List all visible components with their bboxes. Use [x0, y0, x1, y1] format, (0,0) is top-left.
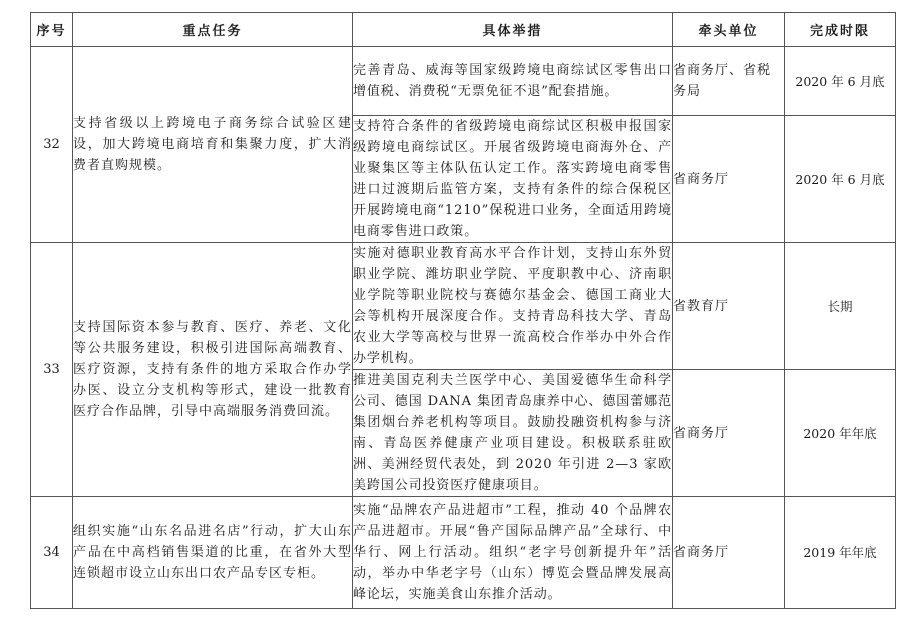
header-task: 重点任务 [73, 13, 353, 47]
row-number: 34 [31, 497, 73, 609]
measure: 推进美国克利夫兰医学中心、美国爱德华生命科学公司、德国 DANA 集团青岛康养中心、德国蕾娜范集团烟台养老机构等项目。鼓励投融资机构参与济南、青岛医养健康产业项目建设。积极联系驻欧洲、美洲经贸代表处，到 2020 年引进 2—3 家欧美跨国公司投资医疗健康项目。 [353, 370, 673, 497]
deadline: 2020 年 6 月底 [785, 47, 896, 116]
row-number: 33 [31, 243, 73, 497]
key-task: 组织实施“山东名品进名店”行动，扩大山东产品在中高档销售渠道的比重，在省外大型连锁超市设立山东出口农产品专区专柜。 [73, 497, 353, 609]
table-row [31, 497, 896, 609]
lead-unit: 省教育厅 [673, 243, 785, 370]
table-row [31, 243, 896, 370]
header-lead-unit: 牵头单位 [673, 13, 785, 47]
lead-unit: 省商务厅 [673, 497, 785, 609]
measure: 支持符合条件的省级跨境电商综试区积极申报国家级跨境电商综试区。开展省级跨境电商海外仓、产业聚集区等主体队伍认定工作。落实跨境电商零售进口过渡期后监管方案，支持有条件的综合保税区开展跨境电商“1210”保税进口业务，全面适用跨境电商零售进口政策。 [353, 116, 673, 243]
deadline: 2020 年 6 月底 [785, 116, 896, 243]
key-task: 支持省级以上跨境电子商务综合试验区建设，加大跨境电商培育和集聚力度，扩大消费者直购规模。 [73, 47, 353, 243]
lead-unit: 省商务厅 [673, 370, 785, 497]
lead-unit: 省商务厅 [673, 116, 785, 243]
measure: 完善青岛、威海等国家级跨境电商综试区零售出口增值税、消费税“无票免征不退”配套措施。 [353, 47, 673, 116]
table-row [31, 47, 896, 116]
deadline: 2019 年年底 [785, 497, 896, 609]
deadline: 长期 [785, 243, 896, 370]
measure: 实施“品牌农产品进超市”工程，推动 40 个品牌农产品进超市。开展“鲁产国际品牌产品”全球行、中华行、网上行活动。组织“老字号创新提升年”活动，举办中华老字号（山东）博览会暨品牌发展高峰论坛，实施美食山东推介活动。 [353, 497, 673, 609]
measure: 实施对德职业教育高水平合作计划，支持山东外贸职业学院、潍坊职业学院、平度职教中心、济南职业学院等职业院校与赛德尔基金会、德国工商业大会等机构开展深度合作。支持青岛科技大学、青岛农业大学等高校与世界一流高校合作举办中外合作办学机构。 [353, 243, 673, 370]
key-task: 支持国际资本参与教育、医疗、养老、文化等公共服务建设，积极引进国际高端教育、医疗资源，支持有条件的地方采取合作办学办医、设立分支机构等形式，建设一批教育医疗合作品牌，引导中高端服务消费回流。 [73, 243, 353, 497]
row-number: 32 [31, 47, 73, 243]
header-row [31, 13, 896, 47]
deadline: 2020 年年底 [785, 370, 896, 497]
header-deadline: 完成时限 [785, 13, 896, 47]
policy-table [30, 12, 896, 609]
header-no: 序号 [31, 13, 73, 47]
lead-unit: 省商务厅、省税务局 [673, 47, 785, 116]
header-measures: 具体举措 [353, 13, 673, 47]
